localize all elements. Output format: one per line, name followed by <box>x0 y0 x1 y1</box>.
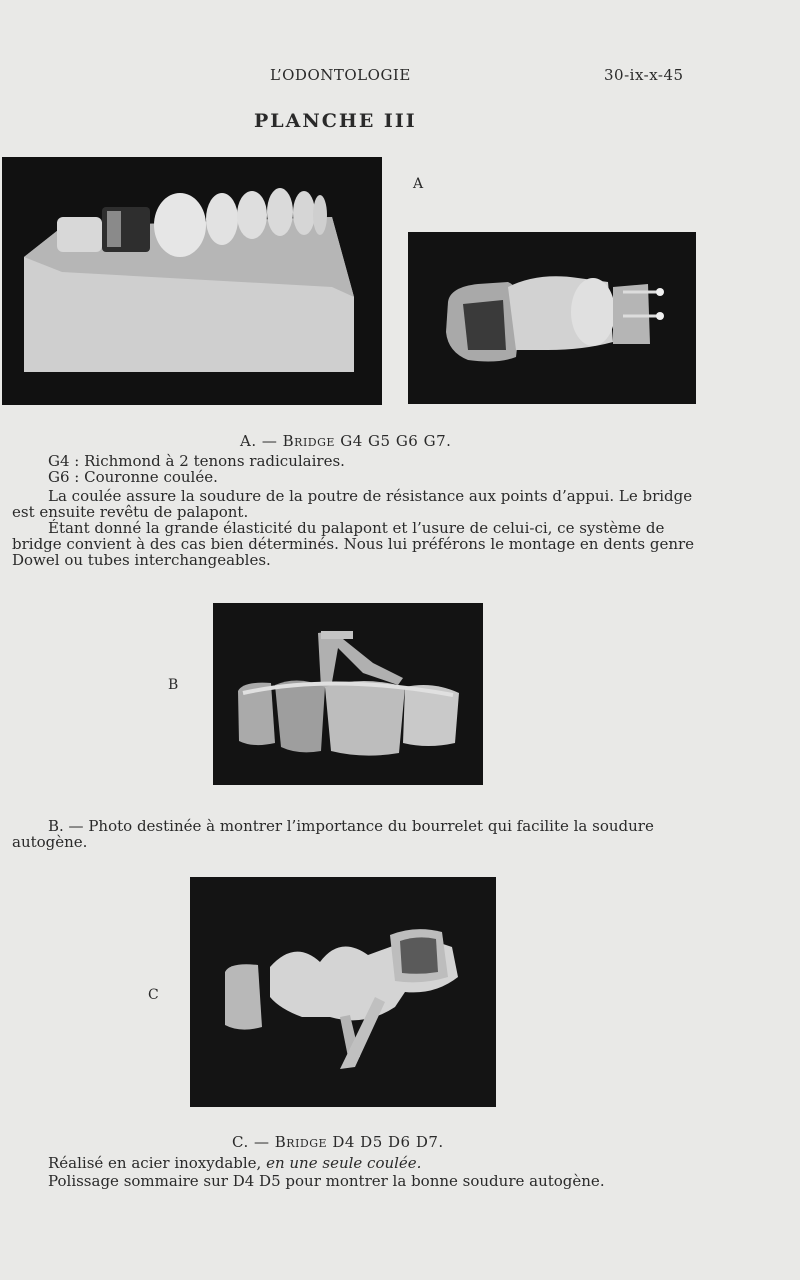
para2-line3: Dowel ou tubes interchangeables. <box>12 551 271 569</box>
caption-a-teeth: G4 G5 G6 G7. <box>340 432 452 450</box>
photo-b <box>213 603 483 785</box>
para2-line2: bridge convient à des cas bien déterminés. Nous lui préférons le montage en dents genre <box>12 535 695 553</box>
caption-c-bridge: Bridge <box>274 1133 328 1151</box>
c-material-line <box>48 1155 421 1171</box>
label-b: B <box>168 677 179 693</box>
photo-a-dental-model <box>2 157 382 405</box>
caption-c-prefix: C. — <box>232 1133 270 1151</box>
label-c: C <box>148 987 159 1003</box>
para1-line2: est ensuite revêtu de palapont. <box>12 503 249 521</box>
plate-title: PLANCHE III <box>254 110 417 132</box>
caption-a-prefix: A. — <box>240 432 278 450</box>
caption-a-bridge: Bridge <box>282 432 335 450</box>
caption-c <box>232 1133 444 1151</box>
para1-line1: La coulée assure la soudure de la poutre de résistance aux points d’appui. Le bridge <box>48 487 693 505</box>
para2-line1: Étant donné la grande élasticité du palapont et l’usure de celui-ci, ce système de <box>48 519 665 537</box>
g6-description: G6 : Couronne coulée. <box>48 468 218 486</box>
caption-b-line1: B. — Photo destinée à montrer l’importance du bourrelet qui facilite la soudure <box>48 817 654 835</box>
photo-c <box>190 877 496 1107</box>
running-header-issue: 30-ix-x-45 <box>604 66 684 84</box>
g4-description: G4 : Richmond à 2 tenons radiculaires. <box>48 452 345 470</box>
label-a: A <box>413 176 424 192</box>
photo-a-bridge <box>408 232 696 404</box>
c-polish-line: Polissage sommaire sur D4 D5 pour montrer la bonne soudure autogène. <box>48 1172 605 1190</box>
c-material-text: Réalisé en acier inoxydable, <box>48 1154 267 1172</box>
c-material-emphasis: en une seule coulée. <box>266 1154 422 1172</box>
caption-b-line2: autogène. <box>12 833 88 851</box>
running-header-journal: L’ODONTOLOGIE <box>270 66 411 84</box>
caption-a <box>240 432 451 450</box>
caption-c-teeth: D4 D5 D6 D7. <box>332 1133 444 1151</box>
